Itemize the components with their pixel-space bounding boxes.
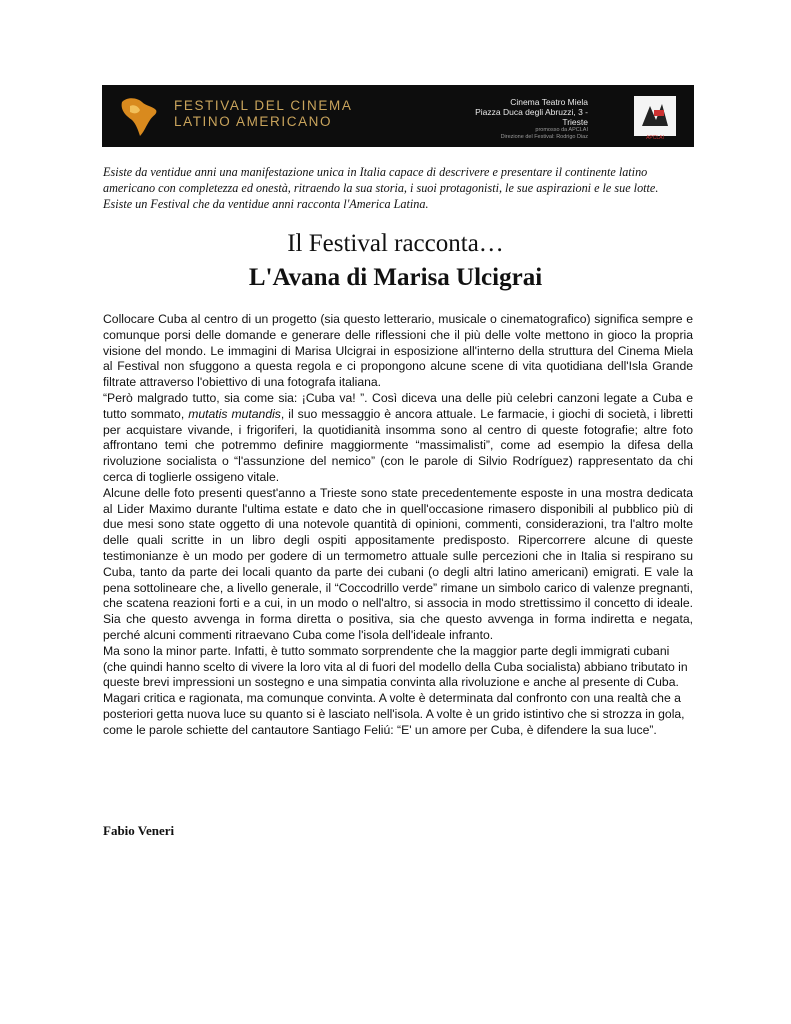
paragraph-4: Ma sono la minor parte. Infatti, è tutto sommato sorprendente che la maggior parte degli immigrati cubani (che quindi hanno scelto di vivere la loro vita al di fuori del modello della Cuba socialista) abbiano tributato in queste brevi impressioni un sostegno e una simpatia convinta alla rivoluzione e anche al presente di Cuba. Magari critica e ragionata, ma comunque convinta. A volte è determinata dal confronto con una realtà che a posteriori getta nuova luce su quanto si è lasciato nell'isola. A volte è un grido istintivo che si strozza in gola, come le parole schiette del cantautore Santiago Feliú: “E' un amore per Cuba, è difendere la sua luce”.: [103, 643, 688, 737]
intro-line2: Esiste un Festival che da ventidue anni racconta l'America Latina.: [103, 197, 429, 211]
paragraph-3: Alcune delle foto presenti quest'anno a Trieste sono state precedentemente esposte in una mostra dedicata al Lider Maximo durante l'ultima estate e dato che in quell'occasione rimasero disponibili al pubblico più di due mesi sono state oggetto di una notevole quantità di opinioni, commenti, considerazioni, tra l'altro molte delle quali scritte in un libro degli ospiti appositamente predisposto. Ripercorrere alcune di queste testimonianze è un modo per godere di un termometro attuale sulle percezioni che in Italia si respirano su Cuba, tanto da parte dei locali quanto da parte dei cubani (o degli altri latino americani) emigrati. E vale la pena sottolineare che, a livello generale, il “Coccodrillo verde” rimane un simbolo carico di valenze pregnanti, che scatena reazioni forti e a cui, in un modo o nell'altro, si associa in modo strettissimo il concetto di ideale. Sia che questo avvenga in forma diretta o positiva, sia che questo avvenga in forma indiretta e negata, perché alcuni commenti ritraevano Cuba come l'isola dell'ideale infranto.: [103, 485, 693, 642]
venue-line2: Piazza Duca degli Abruzzi, 3 -: [475, 107, 588, 117]
promo-line2: Direzione del Festival: Rodrigo Diaz: [500, 134, 588, 140]
intro-line1: Esiste da ventidue anni una manifestazione unica in Italia capace di descrivere e presentare il continente latino americano con completezza ed onestà, ritraendo la sua storia, i suoi protagonisti, le sue aspirazioni e le sue lotte.: [103, 165, 659, 195]
festival-line2: LATINO AMERICANO: [174, 114, 333, 129]
venue-info: [475, 97, 588, 127]
article-body: [103, 312, 693, 739]
apclai-label: APCLAI: [646, 135, 664, 141]
paragraph-2-part-a: “Però malgrado tutto, sia come sia: ¡Cuba va! ”. Così diceva una delle più celebri canzoni legate a Cuba e tutto sommato,: [103, 390, 693, 421]
promo-info: [501, 127, 588, 141]
paragraph-2-emphasis: mutatis mutandis: [188, 406, 281, 421]
page-subtitle: L'Avana di Marisa Ulcigrai: [248, 264, 543, 291]
venue-line3: Trieste: [562, 117, 588, 127]
promo-line1: promosso da APCLAI: [535, 127, 588, 133]
festival-banner: [102, 85, 694, 147]
author-name: Fabio Veneri: [103, 823, 175, 838]
venue-line1: Cinema Teatro Miela: [510, 97, 588, 107]
apclai-logo-icon: [634, 96, 676, 136]
intro-text: [103, 164, 693, 212]
paragraph-2-part-b: , il suo messaggio è ancora attuale. Le farmacie, i giochi di società, i libretti per acquistare vivande, i frigoriferi, la quotidianità insomma sono al centro di queste fotografie; altre foto affrontano temi che potremmo definire maggiormente “massimalisti”, come ad esempio la difesa della rivoluzione socialista o “l'assunzione del nemico” (con le parole di Silvio Rodríguez) rappresentato da chi cerca di toglierle ossigeno vitale.: [103, 406, 693, 484]
festival-line1: FESTIVAL DEL CINEMA: [174, 98, 353, 113]
paragraph-1: Collocare Cuba al centro di un progetto (sia questo letterario, musicale o cinematografico) significa sempre e comunque porsi delle domande e generare delle riflessioni che il più delle volte mettono in gioco la propria visione del mondo. Le immagini di Marisa Ulcigrai in esposizione all'interno della struttura del Cinema Miela al Festival non sfuggono a questa regola e ci propongono alcune scene di vita quotidiana dell'Isla Grande filtrate attraverso l'obiettivo di una fotografa italiana.: [103, 312, 693, 390]
page-title: Il Festival racconta…: [287, 230, 504, 257]
latin-america-logo-icon: [116, 94, 162, 138]
festival-name: [174, 98, 352, 130]
paragraph-2: [103, 391, 693, 486]
